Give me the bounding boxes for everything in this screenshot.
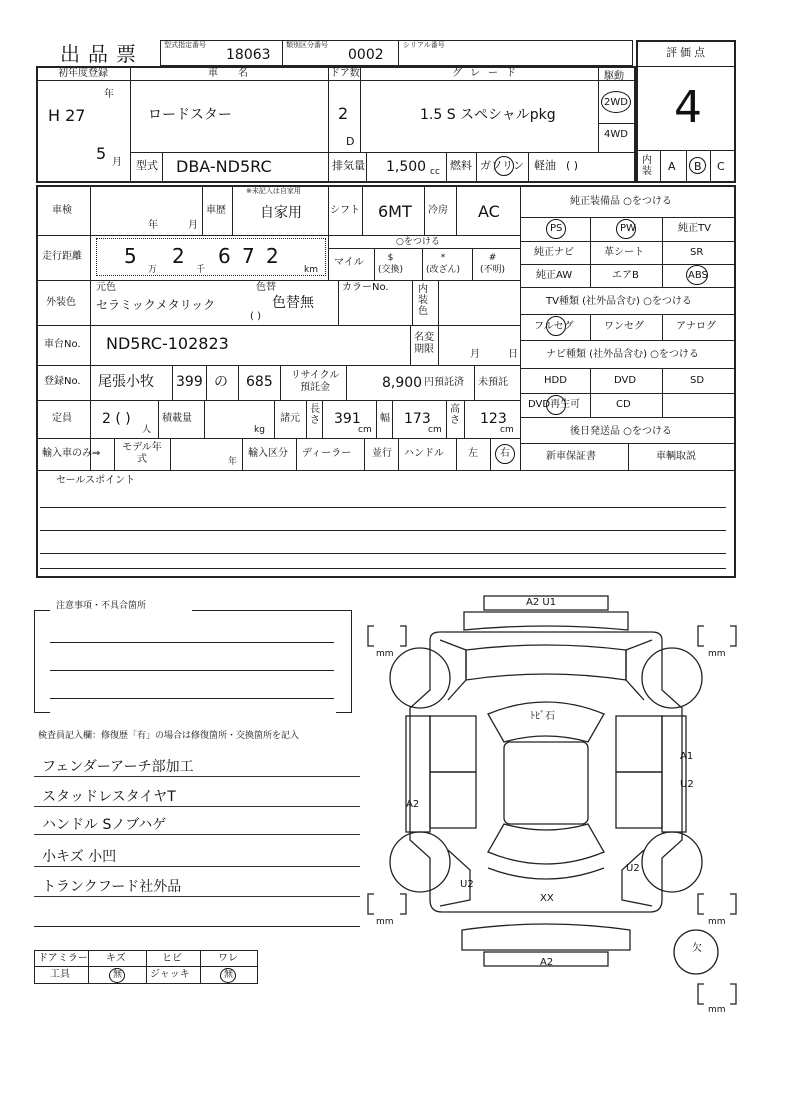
displacement-label: 排気量 [332, 159, 365, 172]
inspector-label: 検査員記入欄：修復歴「有」の場合は修復箇所・交換箇所を記入 [38, 731, 300, 741]
tv-fullseg: フルセグ [534, 321, 574, 332]
mileage-digit-5: 2 [266, 244, 279, 268]
dmg-right-door-2: U2 [680, 779, 694, 790]
repaint-label: 色替 [256, 282, 276, 293]
mileage-digit-1: 5 [124, 244, 137, 268]
first-reg-label: 初年度登録 [58, 68, 108, 79]
type-no-label: 型式指定番号 [164, 41, 206, 49]
load-label: 積載量 [162, 413, 192, 424]
equip-aw: 純正AW [536, 270, 573, 281]
inspection-month: 月 [188, 220, 198, 231]
inspection-label: 車検 [52, 205, 72, 216]
tread-fl-mm: mm [376, 649, 394, 659]
mileage-sen: 千 [196, 265, 206, 275]
grade: 1.5 S スペシャルpkg [420, 107, 556, 123]
note-line-4: 小キズ 小凹 [34, 846, 360, 867]
mileage-digit-4: 7 [242, 244, 255, 268]
mileage-km: km [304, 265, 318, 275]
mirror-header-1: キズ [106, 953, 126, 964]
reg-num: 399 [176, 374, 203, 390]
mile-unknown: # (不明) [480, 253, 506, 275]
grade-label: グレード [452, 68, 524, 79]
reg-area: 尾張小牧 [98, 374, 154, 390]
jack-label: ジャッキ [150, 969, 190, 980]
shift: 6MT [378, 202, 412, 221]
car-name-label: 車名 [208, 68, 268, 79]
mileage-digit-3: 6 [218, 244, 231, 268]
dmg-rear-right: U2 [626, 863, 640, 874]
capacity: 2 ( ) [102, 411, 131, 427]
doors-label: ドア数 [330, 68, 360, 79]
dmg-rear-bumper: A2 [540, 957, 554, 968]
drive-4wd: 4WD [604, 129, 628, 140]
dmg-left-side: A2 [406, 799, 420, 810]
original-color-label: 元色 [96, 282, 116, 293]
tv-analog: アナログ [676, 321, 716, 332]
nav-cd: CD [616, 399, 631, 410]
load-kg: kg [254, 425, 265, 435]
doors: 2 [338, 104, 349, 123]
serial-label: シリアル番号 [403, 41, 445, 49]
history: 自家用 [260, 205, 302, 221]
tread-rr-mm: mm [708, 917, 726, 927]
first-reg-era: H 27 [48, 106, 86, 125]
nav-dvd-play: DVD再生可 [528, 399, 581, 410]
recycle-label: リサイクル預託金 [290, 370, 340, 393]
diesel: 軽油 [534, 159, 556, 172]
exterior-color-label: 外装色 [46, 297, 76, 308]
later-manual: 車輌取説 [656, 451, 696, 462]
equip-airbag: エアB [612, 270, 639, 281]
car-name: ロードスター [148, 107, 232, 123]
note-line-1: フェンダーアーチ部加工 [34, 760, 360, 777]
equip-abs: ABS [688, 270, 708, 281]
note-line-2: スタッドレスタイヤT [34, 786, 360, 807]
displacement: 1,500 [386, 159, 427, 175]
equip-leather: 革シート [604, 247, 644, 258]
tool-label: 工具 [50, 969, 70, 980]
repaint-paren: ( ) [250, 311, 261, 322]
sales-points-label: セールスポイント [56, 475, 136, 486]
equip-pw: PW [620, 223, 636, 234]
mile-note: ○をつける [396, 237, 440, 247]
interior-c: C [717, 160, 725, 173]
dmg-windshield: ﾄﾋﾞ石 [530, 711, 555, 722]
mile-label: マイル [334, 257, 364, 268]
tool-value: 無 [113, 970, 123, 980]
dmg-right-door-1: A1 [680, 751, 694, 762]
displacement-unit: cc [430, 167, 440, 177]
form-title: 出品票 [60, 42, 144, 66]
later-title: 後日発送品 ○をつける [570, 426, 672, 437]
specs-label: 諸元 [280, 413, 300, 424]
dmg-trunk: XX [540, 893, 554, 904]
interior-color-label: 内装色 [418, 284, 428, 317]
tv-title: TV種類 (社外品含む) ○をつける [546, 296, 692, 307]
caution-label: 注意事項・不具合箇所 [56, 601, 147, 611]
year-unit: 年 [104, 89, 114, 100]
tread-rl-mm: mm [376, 917, 394, 927]
length-cm: cm [358, 425, 372, 435]
import-dealer: ディーラー [302, 448, 352, 459]
import-class-label: 輸入区分 [248, 448, 288, 459]
nav-title: ナビ種類 (社外品含む) ○をつける [546, 349, 699, 360]
nav-hdd: HDD [544, 375, 567, 386]
length: 391 [334, 411, 361, 427]
tread-fr-mm: mm [708, 649, 726, 659]
equip-tv: 純正TV [678, 223, 711, 234]
model: DBA-ND5RC [176, 157, 272, 176]
dmg-rear-left: U2 [460, 879, 474, 890]
ac-label: 冷房 [428, 205, 448, 216]
mileage-digit-2: 2 [172, 244, 185, 268]
equip-navi: 純正ナビ [534, 247, 574, 258]
capacity-person: 人 [142, 425, 152, 435]
doors-type: D [346, 135, 355, 148]
nav-dvd: DVD [614, 375, 637, 386]
chassis-no: ND5RC-102823 [106, 334, 229, 353]
inspection-year: 年 [148, 220, 158, 231]
repaint: 色替無 [272, 295, 314, 311]
color-no-label: カラーNo. [342, 282, 389, 293]
handle-right: 右 [500, 448, 510, 459]
import-parallel: 並行 [372, 448, 392, 459]
mirror-header-3: ワレ [218, 953, 238, 964]
equip-ps: PS [550, 223, 563, 234]
width: 173 [404, 411, 431, 427]
reg-label: 登録No. [44, 376, 81, 387]
jack-value: 無 [224, 970, 234, 980]
spare-tire-missing: 欠 [692, 943, 702, 954]
model-year-label: モデル年式 [122, 442, 162, 465]
width-cm: cm [428, 425, 442, 435]
name-change-label: 名変期限 [414, 332, 434, 355]
month-unit: 月 [112, 157, 122, 168]
chassis-label: 車台No. [44, 339, 81, 350]
interior-label: 内装 [642, 155, 652, 177]
reg-no: 685 [246, 374, 273, 390]
class-no: 0002 [348, 47, 384, 63]
tv-oneseg: ワンセグ [604, 321, 644, 332]
dmg-front-bumper: A2 U1 [526, 597, 557, 608]
first-reg-month: 5 [96, 144, 107, 163]
length-label: 長さ [310, 404, 320, 426]
note-line-3: ハンドル Sノブハゲ [34, 814, 360, 835]
recycle-unpaid: 未預託 [478, 377, 508, 388]
history-note: ※未記入は自家用 [246, 187, 301, 195]
mirror-header-2: ヒビ [162, 953, 182, 964]
capacity-label: 定員 [52, 413, 72, 424]
equip-sr: SR [690, 247, 704, 258]
class-no-label: 類別区分番号 [286, 41, 328, 49]
interior-a: A [668, 160, 676, 173]
name-change-day: 日 [508, 349, 518, 360]
mirror-header-0: ドアミラー [38, 953, 88, 964]
drive-label: 駆動 [604, 71, 624, 82]
original-color: セラミックメタリック [96, 298, 216, 312]
height: 123 [480, 411, 507, 427]
mile-altered: * (改ざん) [426, 253, 461, 275]
model-label: 型式 [136, 159, 158, 172]
fuel-label: 燃料 [450, 159, 472, 172]
history-label: 車歴 [206, 205, 226, 216]
shift-label: シフト [330, 205, 360, 216]
width-label: 幅 [380, 413, 390, 424]
ac: AC [478, 202, 500, 221]
import-label: 輸入車のみ⇒ [42, 448, 101, 459]
recycle-paid: 円預託済 [424, 377, 464, 388]
fuel-other: ( ) [566, 159, 579, 172]
recycle-amount: 8,900 [382, 375, 423, 391]
mileage-label: 走行距離 [42, 251, 82, 262]
handle-left: 左 [468, 448, 478, 459]
interior-b: B [694, 160, 702, 173]
note-line-5: トランクフード社外品 [34, 876, 360, 897]
fuel: ガソリン [480, 159, 524, 172]
model-year-unit: 年 [228, 457, 238, 467]
drive-2wd: 2WD [604, 97, 628, 108]
later-warranty: 新車保証書 [546, 451, 596, 462]
height-cm: cm [500, 425, 514, 435]
nav-sd: SD [690, 375, 705, 386]
reg-kana: の [214, 374, 228, 390]
height-label: 高さ [450, 404, 460, 426]
score-label: 評価点 [666, 46, 708, 59]
score-value: 4 [674, 82, 702, 133]
name-change-month: 月 [470, 349, 480, 360]
handle-label: ハンドル [404, 448, 444, 459]
mile-exchange: $ (交換) [378, 253, 404, 275]
tread-spare-mm: mm [708, 1005, 726, 1015]
oem-title: 純正装備品 ○をつける [570, 196, 672, 207]
type-no: 18063 [226, 47, 271, 63]
mileage-man: 万 [148, 265, 158, 275]
